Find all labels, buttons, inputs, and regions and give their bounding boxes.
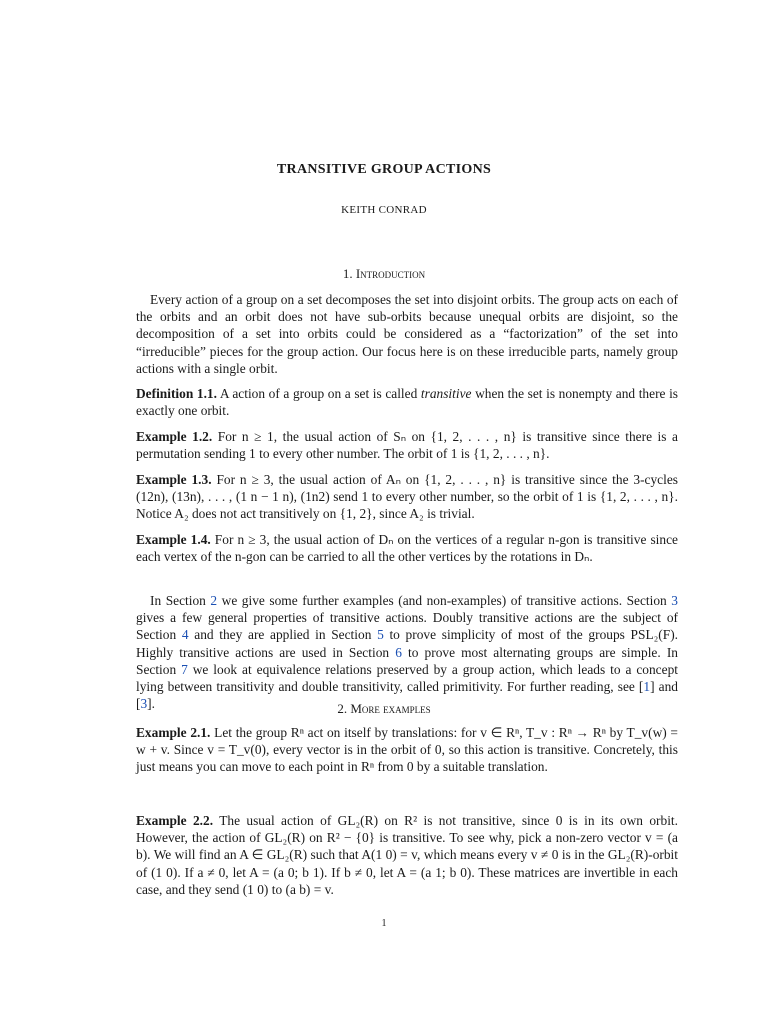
- definition-term: transitive: [420, 386, 472, 401]
- intro-paragraph: Every action of a group on a set decomposes the set into disjoint orbits. The group acts on each of the orbits and an orbit does not have sub-orbits because unequal orbits are disjoint, so the decomposition of a set into orbits could be considered as a “factorization” of the set into “irreducible” pieces for the group action. Our focus here is on these irreducible parts, namely group actions with a single orbit.: [136, 292, 678, 376]
- example-text: Let the group Rⁿ act on itself by translations: for v ∈ Rⁿ, T_v : Rⁿ → Rⁿ by T_v(w) = w + v. Since v = T_v(0), every vector is in the orbit of 0, so this action is transitive. Concretely, this just means you can move to each point in Rⁿ from 0 by a suitable translation.: [136, 725, 678, 775]
- section-title: More examples: [350, 701, 431, 716]
- section-number: 2.: [337, 701, 348, 716]
- overview-text: we look at equivalence relations preserved by a group action, which leads to a concept lying between transitivity and double transitivity, called primitivity. For further reading, see [: [136, 661, 678, 695]
- definition-1-1: [136, 385, 678, 419]
- overview-text: In Section: [150, 593, 211, 608]
- example-label: Example 1.2.: [136, 429, 213, 444]
- overview-text: to prove most alternating groups are simple. In Section: [136, 644, 678, 677]
- definition-label: Definition 1.1.: [136, 386, 217, 401]
- section-link-4[interactable]: 4: [181, 627, 189, 643]
- example-2-2: [136, 812, 678, 898]
- overview-paragraph: [136, 592, 678, 712]
- citation-link-1[interactable]: 1: [643, 679, 651, 695]
- example-label: Example 2.1.: [136, 725, 211, 740]
- example-text: For n ≥ 1, the usual action of Sₙ on {1, 2, . . . , n} is transitive since there is a permutation sending 1 to every other number. The orbit of 1 is {1, 2, . . . , n}.: [136, 429, 678, 462]
- overview-text: ].: [147, 696, 155, 712]
- section-link-6[interactable]: 6: [395, 644, 402, 660]
- definition-text-post: when the set is nonempty and there is exactly one orbit.: [136, 386, 678, 419]
- citation-link-3[interactable]: 3: [140, 696, 148, 712]
- definition-text-pre: A action of a group on a set is called: [219, 386, 421, 401]
- section-link-3[interactable]: 3: [671, 593, 678, 608]
- example-2-1: [136, 724, 678, 776]
- page-number: 1: [381, 918, 387, 929]
- overview-text: ] and [: [136, 679, 678, 712]
- section-heading-introduction: [0, 266, 768, 282]
- author-name: KEITH CONRAD: [341, 204, 427, 216]
- example-1-4: [136, 531, 678, 565]
- example-label: Example 1.4.: [136, 532, 211, 547]
- section-link-2[interactable]: 2: [210, 593, 218, 608]
- example-text: For n ≥ 3, the usual action of Aₙ on {1, 2, . . . , n} is transitive since the 3-cycles (12n), (13n), . . . , (1 n − 1 n), (1n2) send 1 to every other number, so the orbit of 1 is {1, 2, . . . , n}. Notice A₂ does not act transitively on {1, 2}, since A₂ is trivial.: [136, 472, 678, 522]
- example-label: Example 2.2.: [136, 813, 214, 828]
- section-link-7[interactable]: 7: [181, 661, 188, 677]
- section-number: 1.: [342, 266, 353, 281]
- example-text: For n ≥ 3, the usual action of Dₙ on the vertices of a regular n-gon is transitive since each vertex of the n-gon can be carried to all the other vertices by the rotations in Dₙ.: [136, 532, 678, 565]
- overview-text: to prove simplicity of most of the groups PSL₂(F). Highly transitive actions are used in Section: [136, 627, 679, 660]
- overview-text: and they are applied in Section: [188, 627, 378, 643]
- example-1-2: [136, 428, 678, 462]
- example-1-3: [136, 471, 678, 523]
- paper-title: TRANSITIVE GROUP ACTIONS: [276, 162, 492, 177]
- example-label: Example 1.3.: [136, 472, 212, 487]
- section-link-5[interactable]: 5: [377, 627, 384, 643]
- section-heading-more-examples: [0, 701, 768, 717]
- section-title: Introduction: [355, 266, 426, 281]
- example-text: The usual action of GL₂(R) on R² is not transitive, since 0 is in its own orbit. However, the action of GL₂(R) on R² − {0} is transitive. To see why, pick a non-zero vector v = (a b). We will find an A ∈ GL₂(R) such that A(1 0) = v, which means every v ≠ 0 is in the GL₂(R)-orbit of (1 0). If a ≠ 0, let A = (a 0; b 1). If b ≠ 0, let A = (a 1; b 0). These matrices are invertible in each case, and they send (1 0) to (a b) = v.: [136, 813, 678, 897]
- overview-text: we give some further examples (and non-examples) of transitive actions. Section: [217, 593, 672, 608]
- overview-text: gives a few general properties of transitive actions. Doubly transitive actions are the subject of Section: [136, 610, 678, 643]
